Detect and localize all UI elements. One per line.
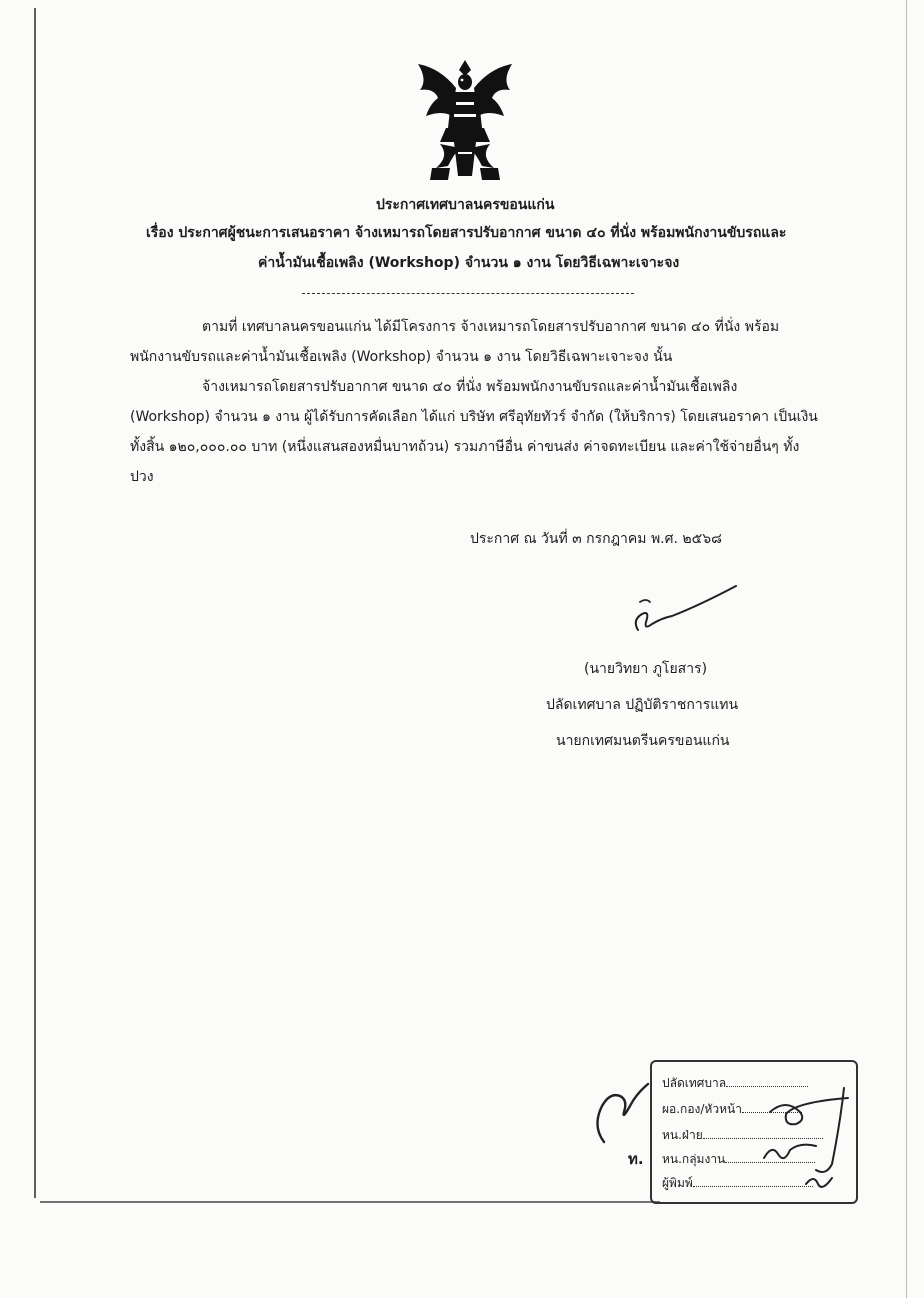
document-issuer: ประกาศเทศบาลนครขอนแก่น <box>376 197 555 213</box>
stamp-row: ผู้พิมพ์ <box>662 1174 813 1193</box>
document-subject-line-2: ค่าน้ำมันเชื้อเพลิง (Workshop) จำนวน ๑ งาน โดยวิธีเฉพาะเจาะจง <box>258 255 680 271</box>
scan-bottom-line <box>40 1201 660 1203</box>
stamp-row: ผอ.กอง/หัวหน้า <box>662 1100 802 1119</box>
garuda-emblem-icon <box>410 58 520 186</box>
initial-mark-icon <box>590 1066 650 1146</box>
body-para1-line1: ตามที่ เทศบาลนครขอนแก่น ได้มีโครงการ จ้างเหมารถโดยสารปรับอากาศ ขนาด ๔๐ ที่นั่ง พร้อม <box>202 319 780 335</box>
body-para2-line4: ปวง <box>130 469 154 485</box>
stamp-side-mark: ท. <box>628 1150 644 1168</box>
approval-stamp <box>650 1060 858 1204</box>
document-subject-line-1: เรื่อง ประกาศผู้ชนะการเสนอราคา จ้างเหมารถโดยสารปรับอากาศ ขนาด ๔๐ ที่นั่ง พร้อมพนักงานขับรถและ <box>146 225 787 241</box>
announcement-date: ประกาศ ณ วันที่ ๓ กรกฎาคม พ.ศ. ๒๕๖๘ <box>470 531 722 547</box>
body-para2-line1: จ้างเหมารถโดยสารปรับอากาศ ขนาด ๔๐ ที่นั่ง พร้อมพนักงานขับรถและค่าน้ำมันเชื้อเพลิง <box>202 379 738 395</box>
signatory-position: ปลัดเทศบาล ปฏิบัติราชการแทน <box>546 697 739 713</box>
signatory-title: นายกเทศมนตรีนครขอนแก่น <box>556 733 730 749</box>
body-para1-line2: พนักงานขับรถและค่าน้ำมันเชื้อเพลิง (Workshop) จำนวน ๑ งาน โดยวิธีเฉพาะเจาะจง นั้น <box>130 349 673 365</box>
scan-edge-line <box>34 8 36 1198</box>
stamp-row: ปลัดเทศบาล <box>662 1074 808 1093</box>
signature-icon <box>628 580 740 640</box>
body-para2-line2: (Workshop) จำนวน ๑ งาน ผู้ได้รับการคัดเลือก ได้แก่ บริษัท ศรีอุทัยทัวร์ จำกัด (ให้บริการ) โดยเสนอราคา เป็นเงิน <box>130 409 818 425</box>
signatory-name: (นายวิทยา ภูโยสาร) <box>584 661 708 677</box>
page-edge-line <box>906 0 907 1298</box>
header-divider <box>302 293 634 294</box>
stamp-row: หน.กลุ่มงาน <box>662 1150 815 1169</box>
stamp-row: หน.ฝ่าย <box>662 1126 823 1145</box>
stamp-initials-icon <box>756 1084 852 1200</box>
body-para2-line3: ทั้งสิ้น ๑๒๐,๐๐๐.๐๐ บาท (หนึ่งแสนสองหมื่นบาทถ้วน) รวมภาษีอื่น ค่าขนส่ง ค่าจดทะเบียน และค่าใช้จ่ายอื่นๆ ทั้ง <box>130 439 800 455</box>
